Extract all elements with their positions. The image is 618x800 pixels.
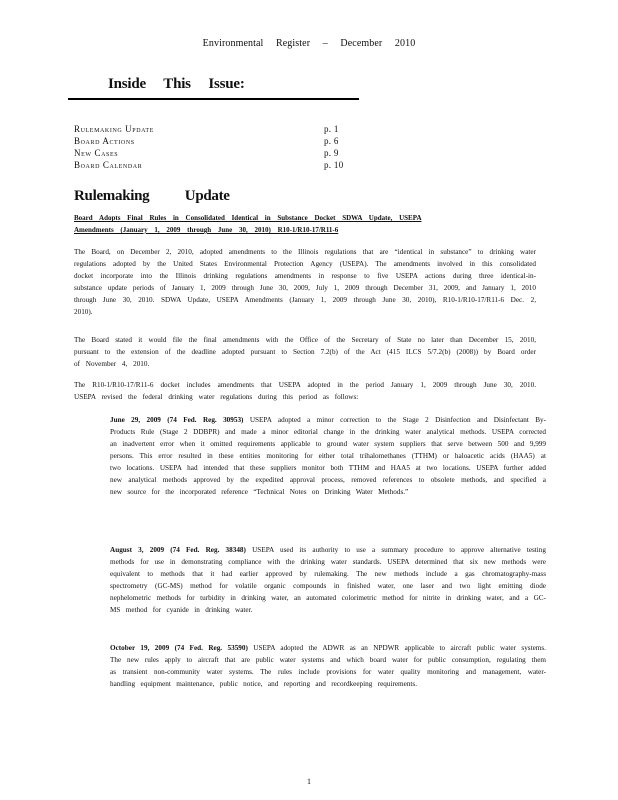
- title-rule: [68, 98, 359, 100]
- body-paragraph: The Board, on December 2, 2010, adopted amendments to the Illinois regulations that are “identical in substance” to drinking water regulations adopted by the United States Environmental Protection Agency (USEPA). The amendments involved in this consolidated docket incorporate into the Illinois drinking regulations amendments in response to five USEPA actions during three identical-in-substance update periods of January 1, 2009 through June 30, 2009, July 1, 2009 through December 31, 2009, and January 1, 2010 through June 30, 2010. SDWA Update, USEPA Amendments (January 1, 2009 through June 30, 2010), R10-1/R10-17/R11-6 Dec. 2, 2010).: [74, 248, 536, 316]
- section-title: Rulemaking Update: [74, 188, 230, 204]
- fed-reg-entry: [110, 642, 546, 690]
- toc-page: p. 9: [324, 148, 339, 158]
- entry-date: October 19, 2009 (74 Fed. Reg. 53590): [110, 644, 248, 652]
- toc-label: Rulemaking Update: [74, 124, 154, 134]
- toc-item[interactable]: [74, 135, 350, 147]
- entry-text: USEPA adopted a minor correction to the Stage 2 Disinfection and Disinfectant By-Products Rule (Stage 2 DDBPR) and made a minor editorial change in the drinking water analytical methods. USEPA corrected an inadvertent error when it omitted requirements applicable to ground water system suppliers that serve between 500 and 9,999 persons. This error resulted in these entities monitoring for either total trihalomethanes (TTHM) or haloacetic acids (HAA5) at two locations. USEPA had intended that these suppliers monitor both TTHM and HAA5 at two locations. USEPA further added new analytical methods approved by the expedited approval process, removed references to obsolete methods, and specified a new source for the incorporated reference “Technical Notes on Drinking Water Methods.”: [110, 416, 547, 496]
- subheading-line-2: Amendments (January 1, 2009 through June 30, 2010) R10-1/R10-17/R11-6: [74, 226, 339, 234]
- toc-item[interactable]: [74, 159, 350, 171]
- toc-item[interactable]: [74, 147, 350, 159]
- fed-reg-entry: [110, 544, 546, 616]
- toc-page: p. 6: [324, 136, 339, 146]
- article-subheading: [74, 212, 544, 236]
- fed-reg-entry: [110, 414, 546, 498]
- toc-label: New Cases: [74, 148, 119, 158]
- entry-date: August 3, 2009 (74 Fed. Reg. 38348): [110, 546, 246, 554]
- body-paragraph: The Board stated it would file the final amendments with the Office of the Secretary of State no later than December 15, 2010, pursuant to the extension of the deadline adopted pursuant to Section 7.2(b) of the Act (415 ILCS 5/7.2(b) (2008)) by Board order of November 4, 2010.: [74, 336, 536, 368]
- toc-label: Board Actions: [74, 136, 135, 146]
- toc-page: p. 10: [324, 160, 344, 170]
- toc-item[interactable]: [74, 123, 350, 135]
- toc-page: p. 1: [324, 124, 339, 134]
- body-paragraph: The R10-1/R10-17/R11-6 docket includes amendments that USEPA adopted in the period January 1, 2009 through June 30, 2010. USEPA revised the federal drinking water regulations during this period as follows:: [74, 381, 536, 401]
- entry-text: USEPA used its authority to use a summary procedure to approve alternative testing methods for use in demonstrating compliance with the drinking water standards. USEPA determined that six new methods were equivalent to methods that it had earlier approved by rulemaking. The new methods include a gas chromatography-mass spectrometry (GC-MS) method for volatile organic compounds in finished water, one laser and two light emitting diode nephelometric methods for turbidity in drinking water, an automated colorimetric method for nitrite in drinking water, and a GC-MS method for cyanide in drinking water.: [110, 546, 546, 614]
- page-number: 1: [307, 777, 311, 786]
- entry-date: June 29, 2009 (74 Fed. Reg. 30953): [110, 416, 244, 424]
- subheading-line-1: Board Adopts Final Rules in Consolidated Identical in Substance Docket SDWA Update, USEPA: [74, 214, 422, 222]
- table-of-contents: [74, 123, 350, 171]
- running-header: Environmental Register – December 2010: [202, 38, 416, 49]
- entry-text: USEPA adopted the ADWR as an NPDWR applicable to aircraft public water systems. The new rules apply to aircraft that are public water systems and which board water for public consumption, regulating them as transient non-community water systems. The rules include provisions for water quality monitoring and management, water-handling equipment maintenance, public notice, and reporting and recordkeeping requirements.: [110, 644, 546, 688]
- inside-this-issue-title: Inside This Issue:: [108, 76, 245, 92]
- toc-label: Board Calendar: [74, 160, 143, 170]
